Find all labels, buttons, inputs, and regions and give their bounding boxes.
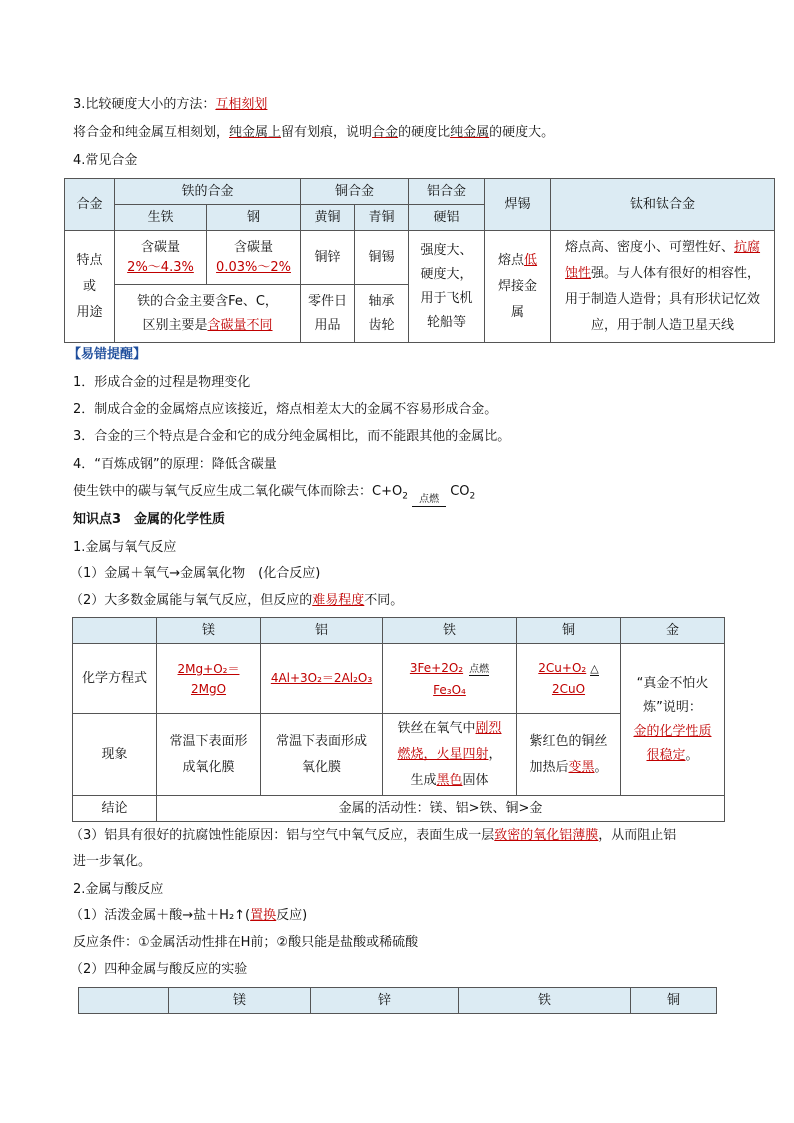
oxygen-reaction-table	[72, 617, 725, 822]
header-alloy: 合金	[65, 179, 115, 231]
row-label-equation: 化学方程式	[73, 644, 157, 714]
tip-5: 使生铁中的碳与氧气反应生成二氧化碳气体而除去：$C+O_2$ 点燃 $CO_2$	[73, 484, 476, 505]
row-label-conclusion: 结论	[73, 796, 157, 822]
fe-equation: 3Fe+2O₂ 点燃 Fe₃O₄	[383, 644, 517, 714]
ignite-condition: 点燃	[412, 494, 446, 507]
header-copper: 铜	[631, 988, 717, 1014]
al-equation: 4Al+3O₂＝2Al₂O₃	[261, 644, 383, 714]
pig-iron-carbon: 含碳量 2%～4.3%	[115, 231, 207, 285]
aluminium-corrosion-note-cont: 进一步氧化。	[73, 854, 152, 869]
hardness-title: 3.比较硬度大小的方法：互相刻划	[73, 97, 268, 112]
mg-equation: 2Mg+O₂＝ 2MgO	[157, 644, 261, 714]
row-label-phenomenon: 现象	[73, 714, 157, 796]
tip-2: 2．制成合金的金属熔点应该接近，熔点相差太大的金属不容易形成合金。	[73, 402, 498, 417]
header-magnesium: 镁	[157, 618, 261, 644]
header-magnesium: 镁	[169, 988, 311, 1014]
header-aluminium: 铝	[261, 618, 383, 644]
common-alloys-title: 4.常见合金	[73, 153, 138, 168]
header-aluminium-alloy: 铝合金	[409, 179, 485, 205]
acid-experiment-title: （2）四种金属与酸反应的实验	[70, 962, 248, 977]
titanium-features: 熔点高、密度小、可塑性好、抗腐 蚀性强。与人体有很好的相容性， 用于制造人造骨；具有形状记忆效 应，用于制人造卫星天线	[551, 231, 775, 343]
header-iron-alloy: 铁的合金	[115, 179, 301, 205]
duralumin-features: 强度大、 硬度大， 用于飞机 轮船等	[409, 231, 485, 343]
acid-reaction-conditions: 反应条件：①金属活动性排在H前；②酸只能是盐酸或稀硫酸	[73, 935, 419, 950]
header-gold: 金	[621, 618, 725, 644]
tips-title: 【易错提醒】	[68, 347, 147, 362]
row-label-features: 特点 或 用途	[65, 231, 115, 343]
brass-use: 零件日 用品	[301, 285, 355, 343]
aluminium-corrosion-note: （3）铝具有很好的抗腐蚀性能原因：铝与空气中氧气反应，表面生成一层致密的氧化铝薄膜，从而阻止铝	[70, 828, 677, 843]
fe-phenomenon: 铁丝在氧气中剧烈 燃烧，火星四射， 生成黑色固体	[383, 714, 517, 796]
gold-note: “真金不怕火 炼”说明： 金的化学性质 很稳定。	[621, 644, 725, 796]
tip-3: 3．合金的三个特点是合金和它的成分纯金属相比，而不能跟其他的金属比。	[73, 429, 511, 444]
hardness-desc: 将合金和纯金属互相刻划，纯金属上留有划痕，说明合金的硬度比纯金属的硬度大。	[73, 125, 555, 140]
header-duralumin: 硬铝	[409, 205, 485, 231]
bronze-use: 轴承 齿轮	[355, 285, 409, 343]
cu-phenomenon: 紫红色的铜丝 加热后变黑。	[517, 714, 621, 796]
header-iron: 铁	[459, 988, 631, 1014]
al-phenomenon: 常温下表面形成 氧化膜	[261, 714, 383, 796]
acid-reaction-title: 2.金属与酸反应	[73, 882, 164, 897]
tip-1: 1．形成合金的过程是物理变化	[73, 375, 251, 390]
header-iron: 铁	[383, 618, 517, 644]
header-copper: 铜	[517, 618, 621, 644]
alloy-table	[64, 178, 775, 343]
bronze-composition: 铜锡	[355, 231, 409, 285]
header-steel: 钢	[207, 205, 301, 231]
knowledge-point-3-title: 知识点3 金属的化学性质	[73, 512, 226, 527]
header-zinc: 锌	[311, 988, 459, 1014]
header-solder: 焊锡	[485, 179, 551, 231]
header-copper-alloy: 铜合金	[301, 179, 409, 205]
iron-alloy-note: 铁的合金主要含Fe、C， 区别主要是含碳量不同	[115, 285, 301, 343]
mg-phenomenon: 常温下表面形 成氧化膜	[157, 714, 261, 796]
brass-composition: 铜锌	[301, 231, 355, 285]
solder-features: 熔点低 焊接金 属	[485, 231, 551, 343]
header-pig-iron: 生铁	[115, 205, 207, 231]
oxygen-reaction-title: 1.金属与氧气反应	[73, 540, 177, 555]
header-bronze: 青铜	[355, 205, 409, 231]
conclusion: 金属的活动性：镁、铝>铁、铜>金	[157, 796, 725, 822]
acid-reaction-table	[78, 987, 717, 1014]
oxygen-reaction-difficulty: （2）大多数金属能与氧气反应，但反应的难易程度不同。	[70, 593, 404, 608]
tip-4: 4．“百炼成钢”的原理：降低含碳量	[73, 457, 277, 472]
oxygen-reaction-rule: （1）金属＋氧气→金属氧化物 (化合反应)	[70, 566, 321, 581]
acid-reaction-rule: （1）活泼金属＋酸→盐＋H₂↑(置换反应)	[70, 908, 308, 923]
header-blank	[73, 618, 157, 644]
header-brass: 黄铜	[301, 205, 355, 231]
header-blank	[79, 988, 169, 1014]
header-titanium: 钛和钛合金	[551, 179, 775, 231]
cu-equation: 2Cu+O₂ △ 2CuO	[517, 644, 621, 714]
steel-carbon: 含碳量 0.03%～2%	[207, 231, 301, 285]
